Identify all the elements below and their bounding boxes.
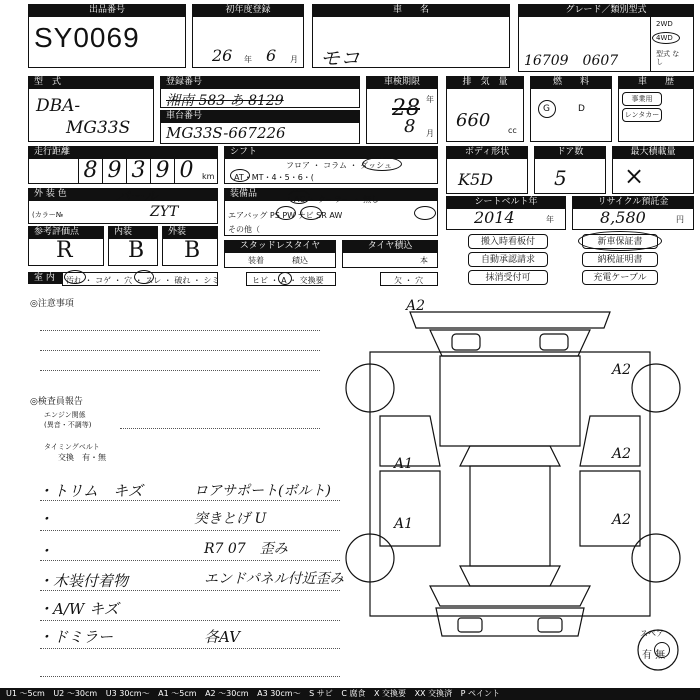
doc-button: 抹消受付可 [468, 270, 548, 285]
headlight-left [452, 334, 480, 350]
purpose-header: 車 歴 [618, 76, 694, 88]
legend-item: X 交換要 [374, 689, 407, 698]
body-shape-header: ボディ形状 [446, 146, 528, 158]
timing-label: タイミングベルト [44, 443, 100, 451]
lot-no-header: 出品番号 [28, 4, 186, 16]
engine-label: エンジン関係 [44, 411, 86, 419]
first-reg-year-label: 年 [244, 55, 252, 64]
mileage-digit: 0 [174, 158, 198, 184]
legend-item: A2 ～30cm [205, 689, 249, 698]
mileage-digit: 3 [126, 158, 150, 184]
rear-door-right [580, 471, 640, 546]
doc-button: 自動承認請求 [468, 252, 548, 267]
seatbelt-unit: 年 [546, 215, 554, 224]
shift-at-circle [230, 169, 250, 182]
inspector-note: ・A/W キズ [38, 600, 119, 618]
diagram-mark: A1 [394, 456, 414, 472]
equip-other: その他（ [228, 225, 260, 234]
doc-button: 納税証明書 [582, 252, 658, 267]
chassis-no-value: MG33S-667226 [166, 124, 286, 142]
legend-item: U1 ～5cm [6, 689, 45, 698]
inspector-note-right: 各AV [204, 628, 240, 646]
studless-opt-1: 装着 [248, 256, 264, 265]
fw-row: FW [228, 275, 241, 284]
recycle-amount: 8,580 [600, 208, 646, 227]
shift-options: フロア ・ コラム ・ ダッシュ [286, 161, 392, 170]
notes-header: ◎注意事項 [30, 299, 74, 309]
legend-item: A1 ～5cm [158, 689, 197, 698]
mileage-digit: 8 [78, 158, 102, 184]
legend-item: U3 30cm～ [105, 689, 150, 698]
ext-color-1: パール [116, 189, 158, 205]
doors-header: ドア数 [534, 146, 606, 158]
equip-row2: エアバッグ PS PW ナビ SR AW [228, 211, 343, 220]
fw-a-circle [278, 272, 292, 285]
inspector-note-right: 突きとげ U [194, 511, 267, 527]
equipment-header: 装備品 [224, 188, 438, 200]
mileage-unit: km [202, 172, 215, 181]
diagram-mark: A2 [612, 362, 632, 378]
fuel-g: G [543, 104, 550, 114]
car-name-value: モコ [320, 46, 360, 70]
capacity-header: 最大積載量 [612, 146, 694, 158]
taillight-left [458, 618, 482, 632]
cabin-header: 室 内 [34, 273, 55, 283]
tailgate [430, 586, 590, 606]
displacement-value: 660 [456, 110, 491, 131]
equip-row1: AC ・ クーラー ・ 無し [294, 195, 380, 204]
inspection-year-label: 年 [426, 95, 434, 104]
engine-sub: (異音・不調等) [44, 421, 92, 429]
equip-ps-circle [276, 206, 296, 220]
car-name-header: 車 名 [312, 4, 510, 16]
inspection-month-label: 月 [426, 129, 434, 138]
doors-box [534, 158, 606, 194]
first-reg-year: 26 [212, 46, 233, 65]
reg-no-value: 湘南 583 あ 8129 [166, 93, 284, 109]
grade-code: 16709 0607 [524, 53, 619, 69]
inspector-note: ・トリム キズ [38, 482, 143, 500]
mileage-header: 走行距離 [28, 146, 218, 158]
displacement-header: 排 気 量 [446, 76, 524, 88]
audio-options: 欠 ・ 穴 [394, 276, 424, 285]
doc-button: 充電ケーブル [582, 270, 658, 285]
legend-item: XX 交換済 [414, 689, 453, 698]
diagram-mark: A1 [394, 516, 414, 532]
roof [470, 466, 550, 566]
first-reg-month-label: 月 [290, 55, 298, 64]
inspector-note: ・ [38, 542, 54, 560]
seatbelt-header: シートベルト年 [446, 196, 566, 208]
inspector-note-right: エンドパネル付近歪み [204, 571, 344, 587]
rental-label: レンタカー [622, 108, 662, 122]
first-reg-month: 6 [266, 46, 277, 65]
inspection-month: 8 [404, 116, 416, 137]
mileage-digit: 9 [102, 158, 126, 184]
inspector-note: ・ドミラー [38, 628, 114, 646]
rear-window [460, 566, 560, 586]
rating-value: R [56, 238, 73, 263]
warranty-circle [578, 231, 662, 251]
first-reg-header: 初年度登録 [192, 4, 304, 16]
color-code-label: (カラー№ [32, 211, 64, 219]
timing-sub: 交換 有・無 [58, 453, 106, 462]
inspector-header: ◎検査員報告 [30, 397, 83, 407]
exterior-header: 外装 [162, 226, 218, 238]
legend-item: C 腐食 [341, 689, 366, 698]
headlight-right [540, 334, 568, 350]
shift-header: シフト [224, 146, 438, 158]
inspector-note-right: R7 07 歪み [204, 541, 288, 557]
hood [440, 356, 580, 446]
damage-legend [0, 688, 700, 700]
model-type-1: DBA- [36, 96, 81, 116]
wheel-rear-right [632, 534, 680, 582]
mileage-digit: 9 [150, 158, 174, 184]
legend-item: S サビ [309, 689, 333, 698]
inspection-header: 車検期限 [366, 76, 438, 88]
legend-item: P ペイント [460, 689, 501, 698]
ref-rating-header: 参考評価点 [28, 226, 104, 238]
shift-types: AT・MT・4・5・6・( [234, 173, 314, 182]
fw-options: ヒビ ・ A ・ 交換要 [252, 276, 324, 285]
displacement-unit: cc [508, 126, 517, 135]
fuel-header: 燃 料 [530, 76, 612, 88]
inspector-note-right: ロアサポート(ボルト) [194, 483, 331, 499]
tire-load-unit: 本 [420, 256, 428, 265]
interior-header: 内装 [108, 226, 158, 238]
audio-label: オーディオ [344, 277, 379, 285]
drive-2wd: 2WD [656, 20, 673, 28]
recycle-header: リサイクル預託金 [572, 196, 694, 208]
inspection-year: 28 [392, 96, 420, 121]
exterior-grade: B [184, 238, 201, 263]
seatbelt-year: 2014 [474, 208, 515, 227]
body-shape-value: K5D [458, 170, 493, 189]
studless-header: スタッドレスタイヤ [224, 240, 336, 252]
windshield [460, 446, 560, 466]
diagram-mark: A2 [612, 512, 632, 528]
doc-button: 搬入時看板付 [468, 234, 548, 249]
ext-color-2: ZYT [150, 204, 179, 220]
model-type-2: MG33S [66, 118, 131, 138]
legend-item: U2 ～30cm [53, 689, 98, 698]
cabin-scuff-circle [134, 270, 154, 284]
spare-none-circle [654, 642, 670, 658]
spare-label: スペア [640, 629, 664, 638]
chassis-no-header: 車台番号 [160, 110, 360, 122]
rear-door-left [380, 471, 440, 546]
fuel-d: D [578, 104, 585, 114]
diagram-mark: A2 [612, 446, 632, 462]
ext-color-header: 外 装 色 [28, 188, 218, 200]
capacity-value: × [624, 162, 645, 190]
doors-value: 5 [554, 166, 567, 190]
equip-pw-circle [300, 206, 322, 220]
inspector-note: ・ [38, 510, 54, 528]
drive-4wd: 4WD [656, 34, 673, 42]
grade-header: グレード／類別型式 [518, 4, 694, 16]
reg-no-header: 登録番号 [160, 76, 360, 88]
wheel-front-right [632, 364, 680, 412]
drive-none: 型式 なし [656, 50, 680, 66]
taillight-right [538, 618, 562, 632]
spare-value: 有 無 [642, 650, 666, 661]
doc-button: 新車保証書 [582, 234, 658, 249]
lot-no-value: SY0069 [34, 22, 140, 53]
cabin-options: 汚れ ・ コゲ ・ 穴 ・ スレ ・ 破れ ・ シミ [66, 276, 220, 285]
mileage-digits [78, 158, 198, 184]
studless-box [224, 252, 336, 268]
shift-dash-circle [362, 157, 402, 171]
business-label: 事業用 [622, 92, 662, 106]
equip-aw-circle [414, 206, 436, 220]
legend-item: A3 30cm～ [257, 689, 301, 698]
interior-grade: B [128, 238, 145, 263]
inspector-note: ・木装付着物 [38, 572, 129, 590]
equip-ac-circle [288, 190, 310, 204]
diagram-mark: A2 [406, 298, 426, 314]
studless-opt-2: 積込 [292, 256, 308, 265]
model-type-header: 型 式 [28, 76, 154, 88]
tire-load-header: タイヤ積込 [342, 240, 438, 252]
body-outline [370, 352, 650, 616]
recycle-unit: 円 [676, 215, 684, 224]
cabin-dirt-circle [64, 270, 86, 284]
front-bumper [410, 312, 610, 328]
